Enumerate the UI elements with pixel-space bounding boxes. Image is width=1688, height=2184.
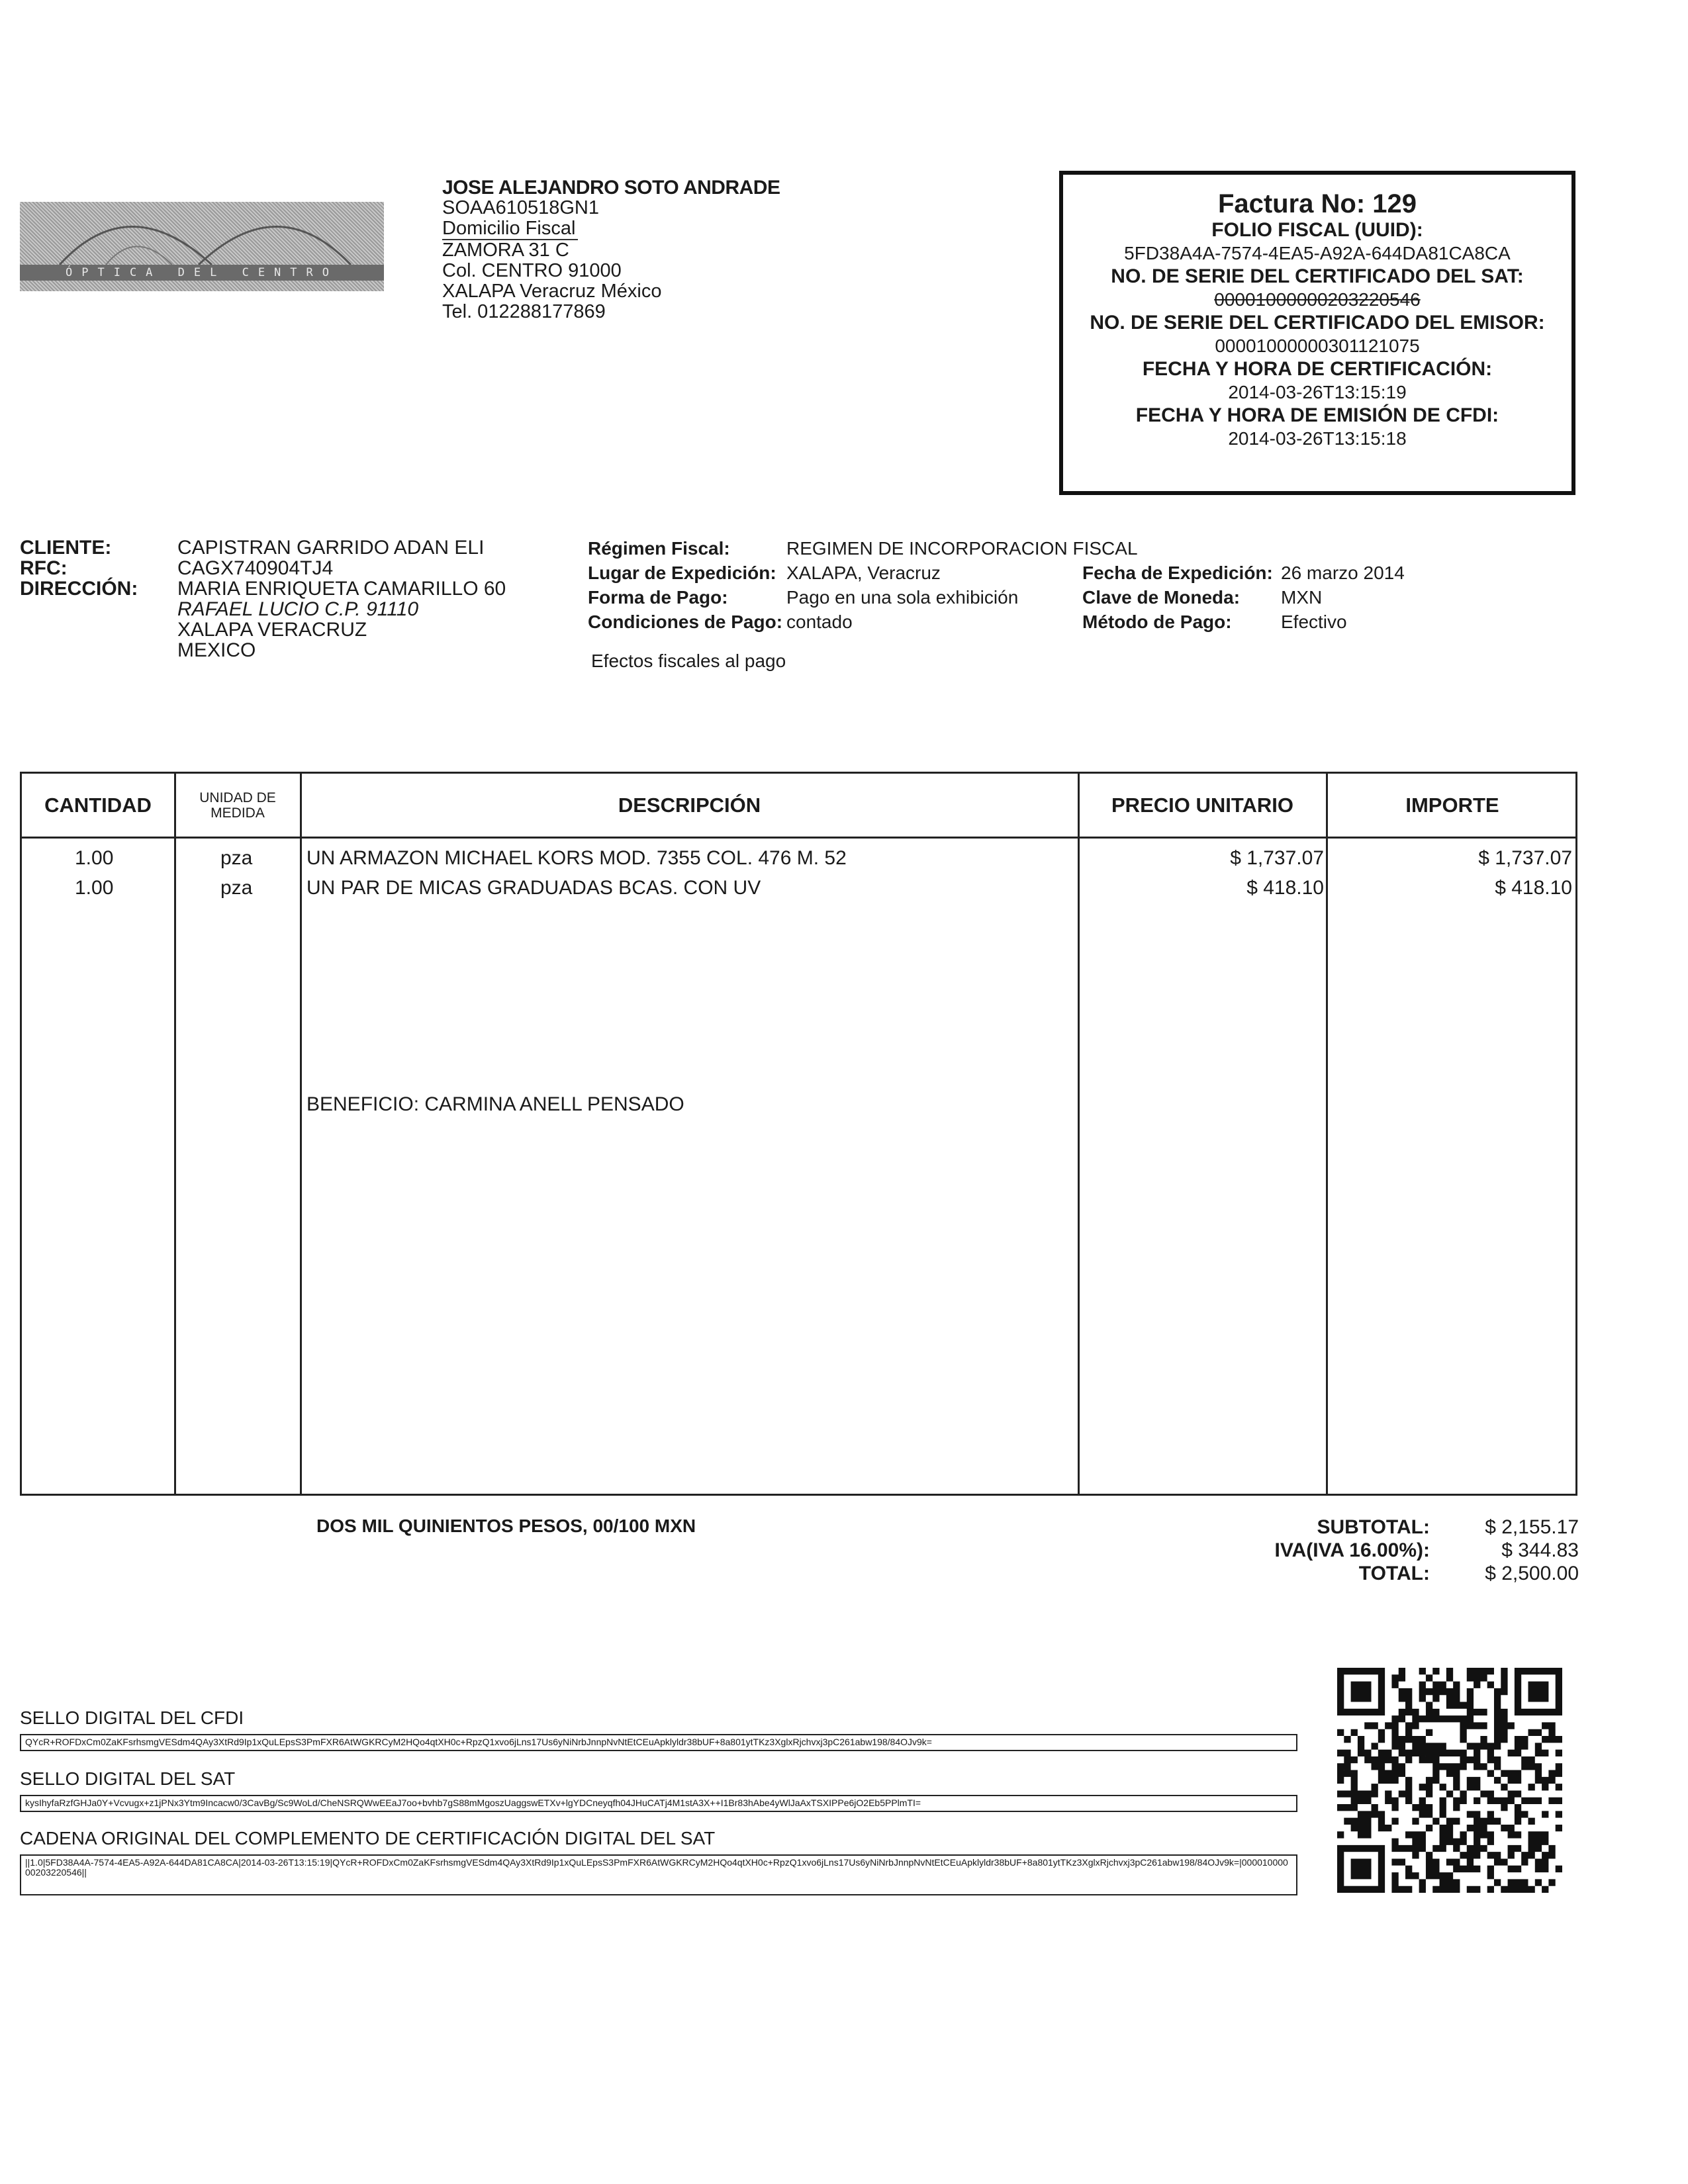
domicilio-label: Domicilio Fiscal bbox=[442, 218, 578, 240]
cliente-labels bbox=[20, 537, 138, 599]
folio-value: 5FD38A4A-7574-4EA5-A92A-644DA81CA8CA bbox=[1124, 243, 1511, 263]
total-value: $ 2,500.00 bbox=[1485, 1563, 1579, 1584]
row-cantidad: 1.00 bbox=[75, 847, 114, 869]
row-unidad: pza bbox=[220, 877, 253, 899]
fecha-cert-label: FECHA Y HORA DE CERTIFICACIÓN: bbox=[1142, 358, 1493, 380]
factura-box bbox=[1059, 171, 1575, 495]
fecha-emision-value: 2014-03-26T13:15:18 bbox=[1228, 428, 1407, 449]
beneficio-note: BENEFICIO: CARMINA ANELL PENSADO bbox=[306, 1093, 684, 1115]
regimen-label: Régimen Fiscal: bbox=[588, 538, 730, 559]
importe-con-letra: DOS MIL QUINIENTOS PESOS, 00/100 MXN bbox=[316, 1516, 696, 1536]
row-descripcion: UN ARMAZON MICHAEL KORS MOD. 7355 COL. 476 M. 52 bbox=[306, 847, 847, 869]
fecha-expedicion-label: Fecha de Expedición: bbox=[1082, 563, 1273, 583]
cliente-label: CLIENTE: bbox=[20, 537, 112, 559]
emisor-block bbox=[442, 177, 780, 322]
emisor-street: ZAMORA 31 C bbox=[442, 240, 569, 261]
row-descripcion: UN PAR DE MICAS GRADUADAS BCAS. CON UV bbox=[306, 877, 761, 899]
sello-sat-label: SELLO DIGITAL DEL SAT bbox=[20, 1768, 236, 1789]
fecha-expedicion-value: 26 marzo 2014 bbox=[1281, 563, 1405, 583]
subtotal-label: SUBTOTAL: bbox=[1317, 1516, 1430, 1538]
metodo-label: Método de Pago: bbox=[1082, 612, 1232, 632]
sello-cfdi-label: SELLO DIGITAL DEL CFDI bbox=[20, 1707, 244, 1728]
cliente-dir2: RAFAEL LUCIO C.P. 91110 bbox=[177, 598, 419, 620]
iva-value: $ 344.83 bbox=[1501, 1539, 1579, 1561]
forma-value: Pago en una sola exhibición bbox=[786, 587, 1019, 608]
totals-labels bbox=[1178, 1516, 1430, 1585]
qr-code-icon bbox=[1337, 1668, 1562, 1893]
row-cantidad: 1.00 bbox=[75, 877, 114, 899]
emisor-city: XALAPA Veracruz México bbox=[442, 281, 662, 302]
cliente-dir3: XALAPA VERACRUZ bbox=[177, 619, 367, 641]
expedicion-values bbox=[1281, 561, 1405, 634]
condiciones-value: contado bbox=[786, 612, 853, 632]
factura-title: Factura No: 129 bbox=[1217, 189, 1417, 218]
metodo-value: Efectivo bbox=[1281, 612, 1347, 632]
subtotal-value: $ 2,155.17 bbox=[1485, 1516, 1579, 1538]
fecha-cert-value: 2014-03-26T13:15:19 bbox=[1228, 382, 1407, 402]
table-row bbox=[22, 843, 1575, 874]
logo-text: ÓPTICA DEL CENTRO bbox=[20, 265, 384, 281]
condiciones-label: Condiciones de Pago: bbox=[588, 612, 783, 632]
header-importe: IMPORTE bbox=[1405, 793, 1499, 817]
sat-cert-label: NO. DE SERIE DEL CERTIFICADO DEL SAT: bbox=[1111, 265, 1524, 287]
lugar-label: Lugar de Expedición: bbox=[588, 563, 776, 583]
emisor-cert-label: NO. DE SERIE DEL CERTIFICADO DEL EMISOR: bbox=[1090, 312, 1545, 334]
sat-cert-value: 00001000000203220546 bbox=[1214, 289, 1421, 310]
sello-cfdi-box: QYcR+ROFDxCm0ZaKFsrhsmgVESdm4QAy3XtRd9Ip1xQuLEpsS3PmFXR6AtWGKRCyM2HQo4qtXH0c+RpzQ1xvo6jLns17Us6yNiNrbJnnpNvNtEtCEuApklyldr38bUF+8a801ytTKz3XglxRjchvxj3pC261abw198/84OJv9k= bbox=[20, 1734, 1297, 1751]
efectos-fiscales: Efectos fiscales al pago bbox=[591, 651, 786, 671]
cadena-original-label: CADENA ORIGINAL DEL COMPLEMENTO DE CERTIFICACIÓN DIGITAL DEL SAT bbox=[20, 1828, 716, 1848]
row-precio: $ 418.10 bbox=[1246, 877, 1324, 899]
emisor-tel: Tel. 012288177869 bbox=[442, 301, 606, 322]
emisor-colonia: Col. CENTRO 91000 bbox=[442, 260, 622, 281]
emisor-name: JOSE ALEJANDRO SOTO ANDRADE bbox=[442, 177, 780, 199]
forma-label: Forma de Pago: bbox=[588, 587, 728, 608]
items-table bbox=[20, 772, 1577, 1496]
row-importe: $ 1,737.07 bbox=[1478, 847, 1572, 869]
sello-sat-box: kysIhyfaRzfGHJa0Y+Vcvugx+z1jPNx3Ytm9Incacw0/3CavBg/Sc9WoLd/CheNSRQWwEEaJ7oo+bvhb7gS88mMgoszUaggswETXv+lgYDCneyqfh04JHuCATj4M1stA3X++I1Br83hAbe4yWlJaAxTSXIPPe6jO2Eb5PPlmTI= bbox=[20, 1795, 1297, 1812]
cadena-original-box: ||1.0|5FD38A4A-7574-4EA5-A92A-644DA81CA8CA|2014-03-26T13:15:19|QYcR+ROFDxCm0ZaKFsrhsmgVESdm4QAy3XtRd9Ip1xQuLEpsS3PmFXR6AtWGKRCyM2HQo4qtXH0c+RpzQ1xvo6jLns17Us6yNiNrbJnnpNvNtEtCEuApklyldr38bUF+8a801ytTKz3XglxRjchvxj3pC261abw198/84OJv9k=|00001000000203220546|| bbox=[20, 1854, 1297, 1895]
header-precio: PRECIO UNITARIO bbox=[1111, 793, 1293, 817]
fecha-emision-label: FECHA Y HORA DE EMISIÓN DE CFDI: bbox=[1135, 404, 1499, 426]
row-precio: $ 1,737.07 bbox=[1230, 847, 1324, 869]
cliente-dir1: MARIA ENRIQUETA CAMARILLO 60 bbox=[177, 578, 506, 600]
iva-label: IVA(IVA 16.00%): bbox=[1274, 1539, 1430, 1561]
table-note-row bbox=[22, 1089, 1575, 1120]
cliente-name: CAPISTRAN GARRIDO ADAN ELI bbox=[177, 537, 485, 559]
direccion-label: DIRECCIÓN: bbox=[20, 578, 138, 600]
emisor-cert-value: 00001000000301121075 bbox=[1215, 336, 1420, 356]
cliente-rfc: CAGX740904TJ4 bbox=[177, 557, 334, 579]
totals-values bbox=[1443, 1516, 1579, 1585]
company-logo bbox=[20, 202, 384, 291]
header-cantidad: CANTIDAD bbox=[44, 793, 152, 817]
emisor-rfc: SOAA610518GN1 bbox=[442, 197, 599, 218]
folio-label: FOLIO FISCAL (UUID): bbox=[1211, 219, 1423, 241]
moneda-value: MXN bbox=[1281, 587, 1323, 608]
regimen-value: REGIMEN DE INCORPORACION FISCAL bbox=[786, 538, 1138, 559]
row-unidad: pza bbox=[220, 847, 253, 869]
header-descripcion: DESCRIPCIÓN bbox=[618, 793, 761, 817]
table-row bbox=[22, 873, 1575, 903]
regimen-labels bbox=[588, 536, 782, 634]
cliente-dir4: MEXICO bbox=[177, 639, 256, 661]
rfc-label: RFC: bbox=[20, 557, 68, 579]
row-importe: $ 418.10 bbox=[1495, 877, 1572, 899]
total-label: TOTAL: bbox=[1358, 1563, 1430, 1584]
expedicion-labels bbox=[1082, 561, 1273, 634]
lugar-value: XALAPA, Veracruz bbox=[786, 563, 941, 583]
moneda-label: Clave de Moneda: bbox=[1082, 587, 1241, 608]
header-unidad: UNIDAD DE MEDIDA bbox=[199, 790, 276, 821]
cliente-values bbox=[177, 537, 506, 660]
